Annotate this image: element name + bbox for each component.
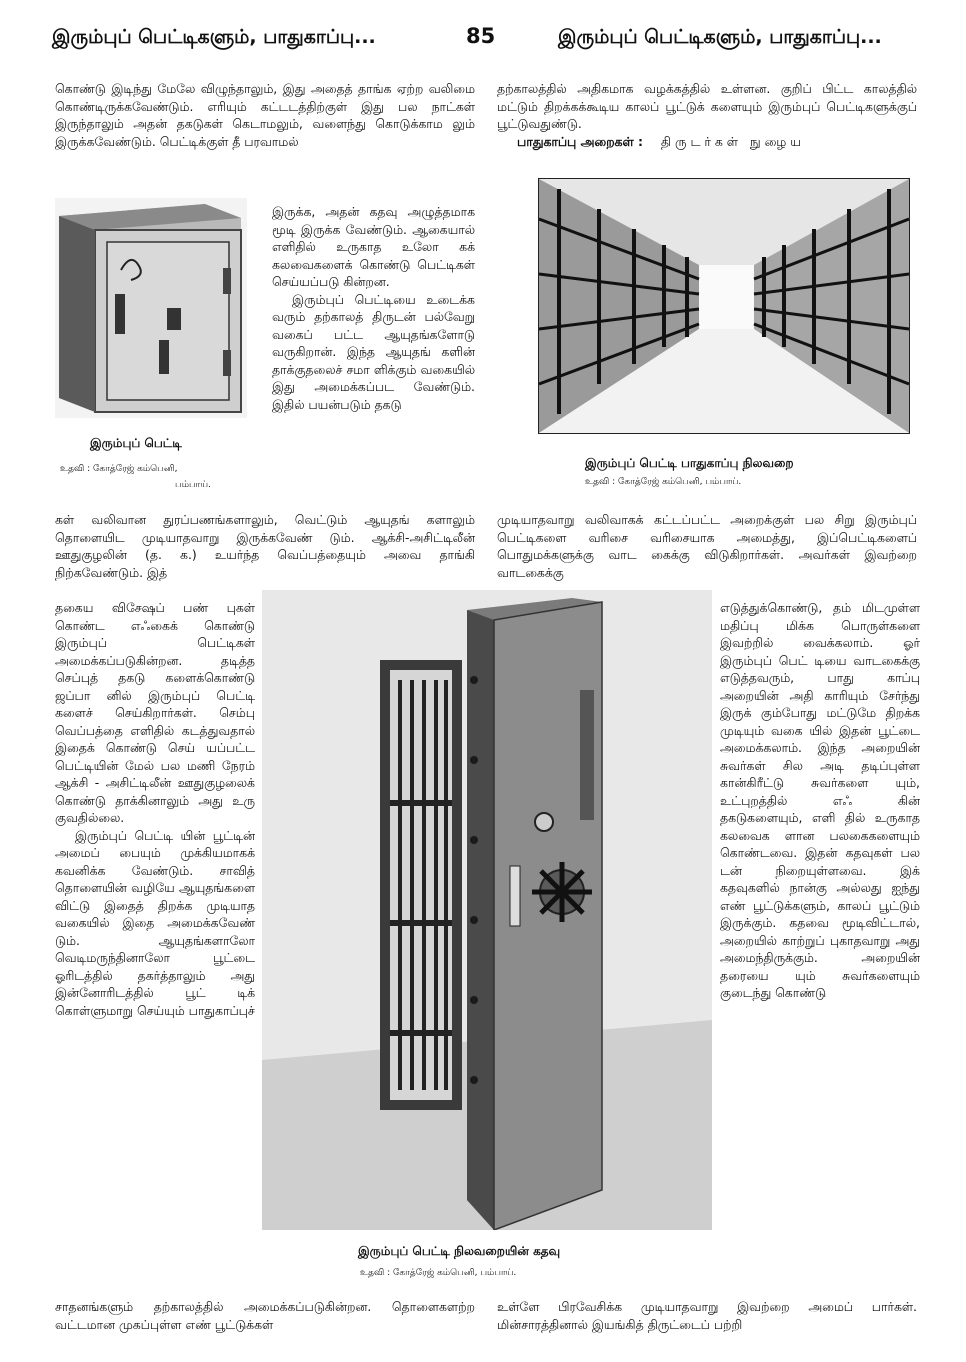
- left-narrow-column: [55, 599, 255, 1019]
- running-header-left: இரும்புப் பெட்டிகளும், பாதுகாப்பு...: [52, 26, 376, 48]
- left-column-paragraph-1: தகைய விசேஷப் பண் புகள் கொண்ட எஃகைக் கொண்டு இரும்புப் பெட்டிகள் அமைக்கப்படுகின்றன. தடித்த செப்புத் தகடு களைக்கொண்டு ஜப்பா னில் இரும்புப் பெட்டி களைச் செய்கிறார்கள். செம்பு வெப்பத்தை எளிதில் கடத்துவதால் இதைக் கொண்டு செய் யப்பட்ட பெட்டியின் மேல் பல மணி நேரம் ஆக்சி - அசிட்டிலீன் ஊதுகுழலைக் கொண்டு தாக்கினாலும் அது உரு குவதில்லை.: [55, 600, 255, 825]
- running-header-right: இரும்புப் பெட்டிகளும், பாதுகாப்பு...: [558, 26, 882, 48]
- left-column-paragraph-2: இரும்புப் பெட்டி யின் பூட்டின் அமைப் பையும் முக்கியமாகக் கவனிக்க வேண்டும். சாவித் தொளையின் வழியே ஆயுதங்களை விட்டு இதைத் திறக்க முடியாத வகையில் இதை அமைக்கவேண் டும். ஆயுதங்களாலோ வெடிமருந்தினாலோ பூட்டை ஓரிடத்தில் தகர்த்தாலும் அது இன்னோரிடத்தில் பூட் டிக் கொள்ளுமாறு செய்யும் பாதுகாப்புச்: [55, 827, 255, 1018]
- safe-credit-line-1: உதவி : கோத்ரேஜ் கம்பெனி,: [60, 464, 178, 474]
- vault-door-caption: இரும்புப் பெட்டி நிலவறையின் கதவு: [358, 1244, 561, 1258]
- left-mid-paragraph: கள் வலிவான துரப்பணங்களாலும், வெட்டும் ஆயுதங் களாலும் தொளையிட முடியாதவாறு இருக்கவேண் டும். ஆக்சி-அசிட்டிலீன் ஊதுகுழலின் (த. க.) உயர்ந்த வெப்பத்தையும் அவை தாங்கி நிற்கவேண்டும். இத்: [55, 512, 475, 580]
- safe-side-text: [272, 203, 475, 413]
- right-top-paragraph: தற்காலத்தில் அதிகமாக வழக்கத்தில் உள்ளன. குறிப் பிட்ட காலத்தில் மட்டும் திறக்கக்கூடிய காலப் பூட்டுக் களையும் இரும்புப் பெட்டிகளுக்குப் பூட்டுவதுண்டு.: [497, 81, 917, 131]
- safe-side-paragraph-1: இருக்க, அதன் கதவு அழுத்தமாக மூடி இருக்க வேண்டும். ஆகையால் எளிதில் உருகாத உலோ கக் கலவைகளைக் கொண்டு பெட்டிகள் செய்யப்படு கின்றன.: [272, 204, 475, 289]
- safe-caption: இரும்புப் பெட்டி: [90, 436, 182, 450]
- left-top-paragraph: கொண்டு இடிந்து மேலே விழுந்தாலும், இது அதைத் தாங்க ஏற்ற வலிமை கொண்டிருக்கவேண்டும். எரியும் கட்டடத்திற்குள் இது பல நாட்கள் இருந்தாலும் அதன் தகடுகள் கெடாமலும், வளைந்து கொடுக்காம லும் இருக்கவேண்டும். பெட்டிக்குள் தீ பரவாமல்: [55, 81, 475, 149]
- safe-credit-line-2: பம்பாய்.: [175, 480, 211, 490]
- vault-caption: இரும்புப் பெட்டி பாதுகாப்பு நிலவறை: [585, 456, 794, 470]
- bottom-left-paragraph: சாதனங்களும் தற்காலத்தில் அமைக்கப்படுகின்றன. தொளைகளற்ற வட்டமான முகப்புள்ள எண் பூட்டுக்கள்: [55, 1299, 475, 1332]
- right-mid-paragraph: முடியாதவாறு வலிவாகக் கட்டப்பட்ட அறைக்குள் பல சிறு இரும்புப் பெட்டிகளை வரிசை வரிசையாக அமைத்து, இப்பெட்டிகளைப் பொதுமக்களுக்கு வாட கைக்கு விடுகிறார்கள். அவர்கள் இவற்றை வாடகைக்கு: [497, 512, 917, 580]
- vault-heading-continuation: திருடர்கள் நுழைய: [660, 134, 805, 149]
- right-narrow-column: எடுத்துக்கொண்டு, தம் மிடமுள்ள மதிப்பு மிக்க பொருள்களை இவற்றில் வைக்கலாம். ஓர் இரும்புப் பெட் டியை வாடகைக்கு எடுத்தவரும், பாது காப்பு அறையின் அதி காரியும் சேர்ந்து இருக் கும்போது மட்டுமே திறக்க முடியும் வகை யில் இதன் பூட்டை அமைக்கலாம். இந்த அறையின் சுவர்கள் சில அடி தடிப்புள்ள கான்கிரீட்டு சுவர்களை யும், உட்புறத்தில் எஃ கின் தகடுகளையும், எளி தில் உருகாத கலவைக ளான பலகைகளையும் கொண்டவை. இதன் கதவுகள் பல டன் நிறையுள்ளவை. இக் கதவுகளில் நான்கு அல்லது ஐந்து எண் பூட்டுக்களும், காலப் பூட்டும் இருக்கும். கதவை மூடிவிட்டால், அறையில் காற்றுப் புகாதவாறு அது அமைந்திருக்கும். அறையின் தரையை யும் சுவர்களையும் குடைந்து கொண்டு: [720, 600, 920, 1000]
- vault-photo: [538, 178, 910, 434]
- page-number: 85: [466, 24, 496, 48]
- safe-illustration: [55, 198, 247, 418]
- bottom-right-paragraph: உள்ளே பிரவேசிக்க முடியாதவாறு இவற்றை அமைப் பார்கள். மின்சாரத்தினால் இயங்கித் திருட்டைப் பற்றி: [497, 1299, 917, 1332]
- safe-side-paragraph-2: இரும்புப் பெட்டியை உடைக்க வரும் தற்காலத் திருடன் பல்வேறு வகைப் பட்ட ஆயுதங்களோடு வருகிறான். இந்த ஆயுதங் களின் தாக்குதலைச் சமா ளிக்கும் வகையில் இது அமைக்கப்பட வேண்டும். இதில் பயன்படும் தகடு: [272, 291, 475, 412]
- vault-door-credit: உதவி : கோத்ரேஜ் கம்பெனி, பம்பாய்.: [360, 1268, 517, 1278]
- safe-photo: [55, 198, 247, 418]
- vault-door-illustration: [262, 590, 712, 1230]
- vault-door-photo: [262, 590, 712, 1230]
- vault-corridor-illustration: [539, 179, 909, 433]
- vault-section-heading: பாதுகாப்பு அறைகள் :: [517, 134, 643, 149]
- vault-section-heading-line: [517, 133, 917, 151]
- vault-credit: உதவி : கோத்ரேஜ் கம்பெனி, பம்பாய்.: [585, 477, 742, 487]
